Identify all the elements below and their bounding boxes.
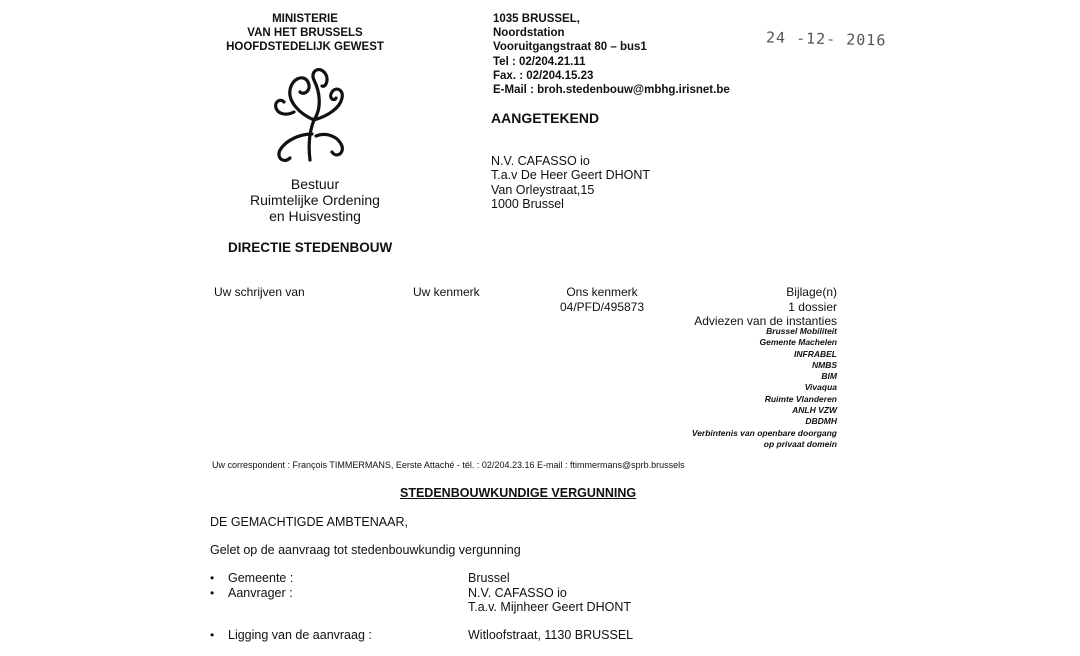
administration-line: Bestuur bbox=[290, 176, 340, 192]
directorate-name: DIRECTIE STEDENBOUW bbox=[228, 240, 393, 255]
list-item: Vivaqua bbox=[804, 382, 837, 393]
ministry-name bbox=[200, 12, 410, 54]
address-line: Noordstation bbox=[493, 27, 565, 40]
your-reference-label: Uw kenmerk bbox=[413, 285, 480, 299]
iris-logo-icon bbox=[270, 64, 350, 168]
official-heading: DE GEMACHTIGDE AMBTENAAR, bbox=[210, 515, 408, 529]
location-value: Witloofstraat, 1130 BRUSSEL bbox=[468, 628, 634, 642]
registered-mail-label: AANGETEKEND bbox=[491, 110, 600, 126]
recipient-line: T.a.v De Heer Geert DHONT bbox=[491, 168, 651, 183]
bullet-icon: • bbox=[210, 586, 215, 600]
recipient-block bbox=[491, 154, 650, 212]
attachments-label: Bijlage(n) bbox=[786, 285, 837, 299]
address-block bbox=[493, 12, 730, 97]
list-item: INFRABEL bbox=[794, 348, 837, 359]
list-item: Brussel Mobiliteit bbox=[766, 326, 837, 336]
your-letter-label: Uw schrijven van bbox=[214, 285, 305, 299]
list-item: NMBS bbox=[811, 359, 837, 370]
bullet-icon: • bbox=[210, 571, 215, 585]
list-item: DBDMH bbox=[805, 416, 837, 427]
administration-name bbox=[215, 176, 415, 224]
instances-list bbox=[692, 326, 837, 450]
our-reference-value: 04/PFD/495873 bbox=[559, 299, 645, 314]
applicant-line: T.a.v. Mijnheer Geert DHONT bbox=[468, 600, 632, 615]
address-line: Vooruitgangstraat 80 – bus1 bbox=[493, 41, 647, 54]
address-line: E-Mail : broh.stedenbouw@mbhg.irisnet.be bbox=[493, 84, 730, 97]
date-stamp: 24 -12- 2016 bbox=[765, 28, 887, 50]
list-item: op privaat domein bbox=[763, 438, 837, 449]
list-item: ANLH VZW bbox=[792, 405, 837, 416]
advice-title: Adviezen van de instanties bbox=[694, 314, 837, 328]
ministry-line: MINISTERIE bbox=[272, 13, 338, 25]
list-item: Ruimte Vlanderen bbox=[764, 393, 837, 404]
ministry-line: VAN HET BRUSSELS bbox=[247, 27, 363, 39]
municipality-value: Brussel bbox=[468, 571, 510, 585]
our-reference-label: Ons kenmerk bbox=[566, 285, 638, 299]
address-line: 1035 BRUSSEL, bbox=[493, 13, 580, 25]
ministry-line: HOOFDSTEDELIJK GEWEST bbox=[226, 41, 384, 53]
correspondent-line: Uw correspondent : François TIMMERMANS, Eerste Attaché - tél. : 02/204.23.16 E-mail : ftimmermans@sprb.brussels bbox=[212, 460, 685, 470]
applicant-line: N.V. CAFASSO io bbox=[468, 586, 567, 600]
recipient-line: N.V. CAFASSO io bbox=[491, 154, 590, 168]
applicant-value bbox=[468, 586, 631, 615]
permit-title: STEDENBOUWKUNDIGE VERGUNNING bbox=[400, 486, 637, 500]
list-item: BIM bbox=[821, 371, 837, 382]
address-line: Tel : 02/204.21.11 bbox=[493, 55, 586, 68]
attachments-count: 1 dossier bbox=[788, 299, 837, 314]
applicant-label: Aanvrager : bbox=[228, 586, 293, 600]
list-item: Verbintenis van openbare doorgang bbox=[691, 427, 837, 438]
address-line: Fax. : 02/204.15.23 bbox=[493, 69, 594, 82]
recipient-line: Van Orleystraat,15 bbox=[491, 182, 595, 197]
our-reference bbox=[540, 285, 664, 314]
considering-text: Gelet op de aanvraag tot stedenbouwkundig vergunning bbox=[210, 543, 521, 557]
list-item: Gemente Machelen bbox=[759, 337, 837, 348]
municipality-label: Gemeente : bbox=[228, 571, 294, 585]
recipient-line: 1000 Brussel bbox=[491, 197, 564, 212]
attachments-block bbox=[694, 285, 837, 329]
administration-line: Ruimtelijke Ordening bbox=[250, 192, 380, 208]
bullet-icon: • bbox=[210, 628, 215, 642]
location-label: Ligging van de aanvraag : bbox=[228, 628, 372, 642]
administration-line: en Huisvesting bbox=[269, 208, 361, 224]
